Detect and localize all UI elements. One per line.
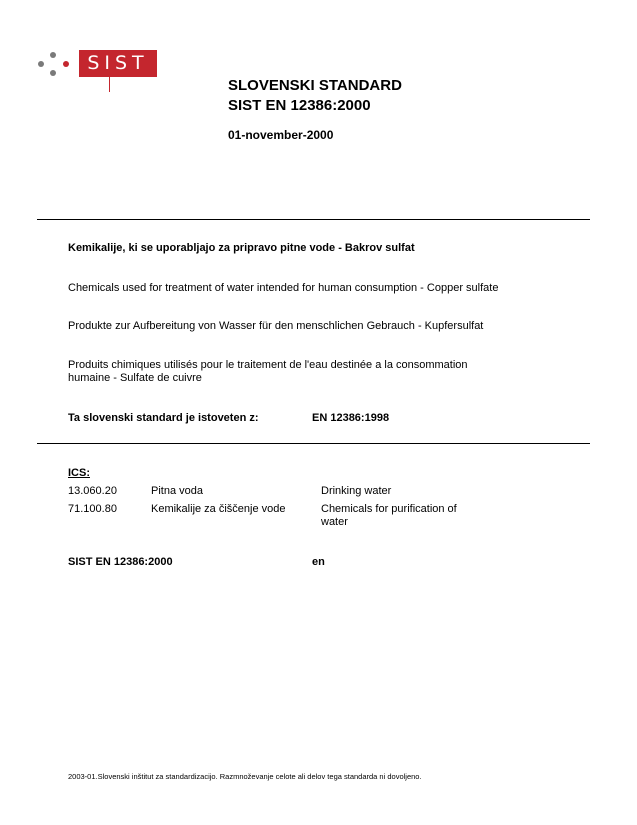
title-french xyxy=(68,359,468,385)
identical-label: Ta slovenski standard je istoveten z: xyxy=(68,412,259,424)
standard-number: SIST EN 12386:2000 xyxy=(228,97,371,114)
ics-english xyxy=(321,503,457,529)
ics-code: 71.100.80 xyxy=(68,503,117,515)
title-french-line2: humaine - Sulfate de cuivre xyxy=(68,372,202,384)
top-divider xyxy=(37,219,590,220)
logo-box xyxy=(79,50,157,77)
title-slovenian: Kemikalije, ki se uporabljajo za pripravo pitne vode - Bakrov sulfat xyxy=(68,242,415,254)
title-french-line1: Produits chimiques utilisés pour le traitement de l'eau destinée a la consommation xyxy=(68,359,468,371)
designation-code: SIST EN 12386:2000 xyxy=(68,556,173,568)
ics-english: Drinking water xyxy=(321,485,392,497)
standard-header xyxy=(228,76,402,116)
middle-divider xyxy=(37,443,590,444)
identical-value: EN 12386:1998 xyxy=(312,412,390,424)
ics-slovenian: Kemikalije za čiščenje vode xyxy=(151,503,286,515)
ics-english-line2: water xyxy=(321,516,348,528)
ics-slovenian: Pitna voda xyxy=(151,485,203,497)
copyright-footer: 2003-01.Slovenski inštitut za standardizacijo. Razmnoževanje celote ali delov tega standarda ni dovoljeno. xyxy=(68,772,422,781)
standard-type: SLOVENSKI STANDARD xyxy=(228,77,402,94)
ics-code: 13.060.20 xyxy=(68,485,117,497)
designation-language: en xyxy=(312,556,325,568)
logo-text: SIST xyxy=(87,52,149,74)
sist-logo xyxy=(36,50,166,92)
title-english: Chemicals used for treatment of water intended for human consumption - Copper sulfate xyxy=(68,282,499,294)
ics-label: ICS: xyxy=(68,467,90,479)
title-german: Produkte zur Aufbereitung von Wasser für den menschlichen Gebrauch - Kupfersulfat xyxy=(68,320,484,332)
ics-english-line1: Chemicals for purification of xyxy=(321,503,457,515)
standard-date: 01-november-2000 xyxy=(228,128,334,142)
logo-line xyxy=(109,77,110,92)
